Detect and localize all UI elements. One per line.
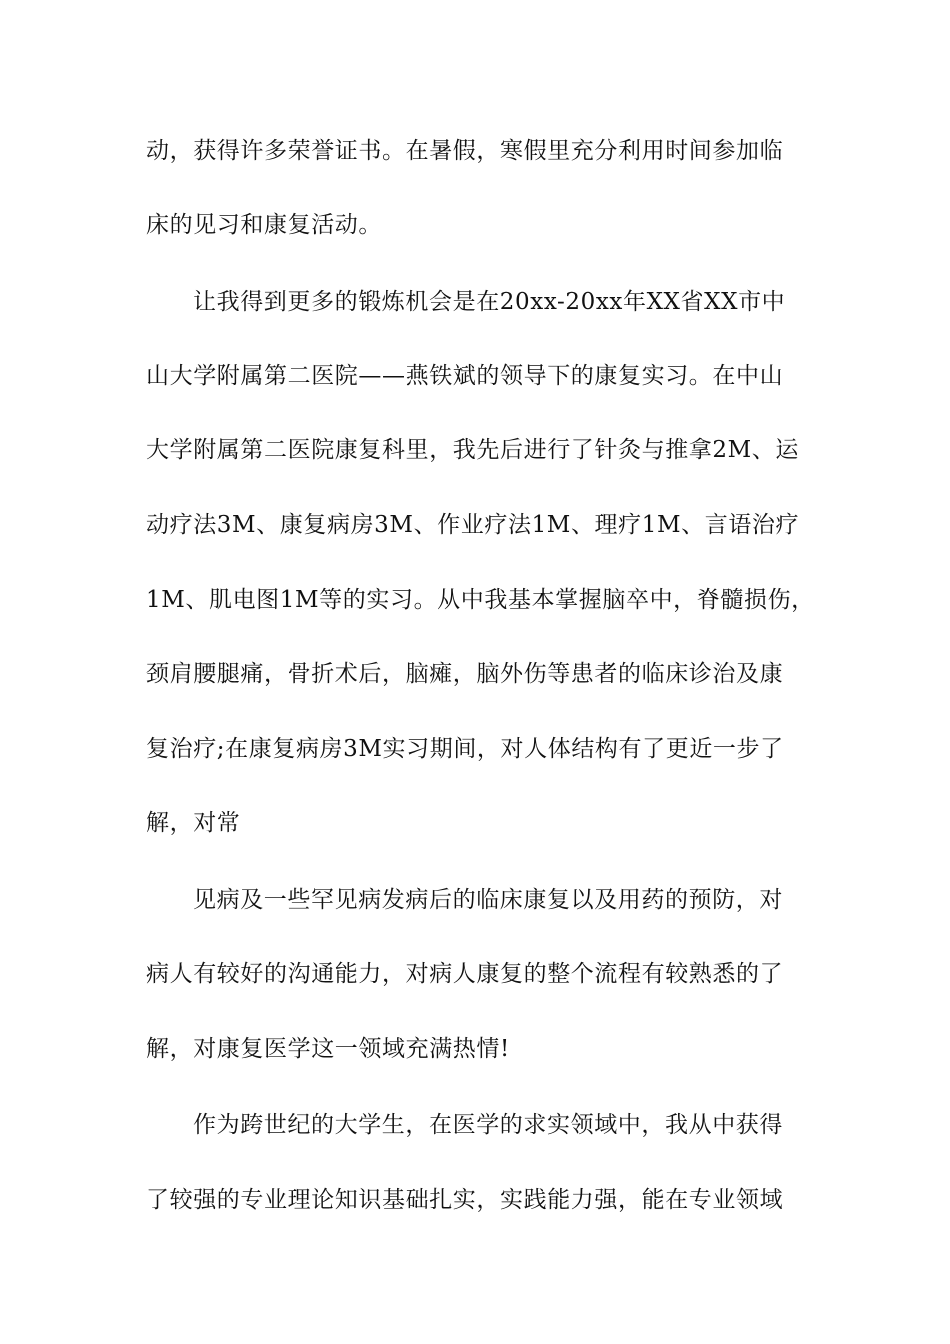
text-line: 颈肩腰腿痛，骨折术后，脑瘫，脑外伤等患者的临床诊治及康	[146, 661, 784, 687]
text-line: 复治疗;在康复病房3M实习期间，对人体结构有了更近一步了	[146, 736, 784, 762]
text-line: 了较强的专业理论知识基础扎实，实践能力强，能在专业领域	[146, 1187, 784, 1213]
text-line: 见病及一些罕见病发病后的临床康复以及用药的预防，对	[193, 887, 783, 913]
text-line: 解，对康复医学这一领域充满热情!	[146, 1036, 510, 1062]
text-line: 作为跨世纪的大学生，在医学的求实领域中，我从中获得	[193, 1112, 783, 1138]
text-line: 床的见习和康复活动。	[146, 212, 382, 238]
text-line: 大学附属第二医院康复科里，我先后进行了针灸与推拿2M、运	[146, 437, 799, 463]
text-line: 让我得到更多的锻炼机会是在20xx-20xx年XX省XX市中	[193, 289, 786, 315]
text-line: 动疗法3M、康复病房3M、作业疗法1M、理疗1M、言语治疗	[146, 512, 800, 538]
text-line: 山大学附属第二医院——燕铁斌的领导下的康复实习。在中山	[146, 363, 784, 389]
text-line: 病人有较好的沟通能力，对病人康复的整个流程有较熟悉的了	[146, 961, 784, 987]
text-line: 1M、肌电图1M等的实习。从中我基本掌握脑卒中，脊髓损伤，	[146, 587, 815, 613]
text-line: 动，获得许多荣誉证书。在暑假，寒假里充分利用时间参加临	[146, 138, 784, 164]
text-line: 解，对常	[146, 810, 241, 836]
